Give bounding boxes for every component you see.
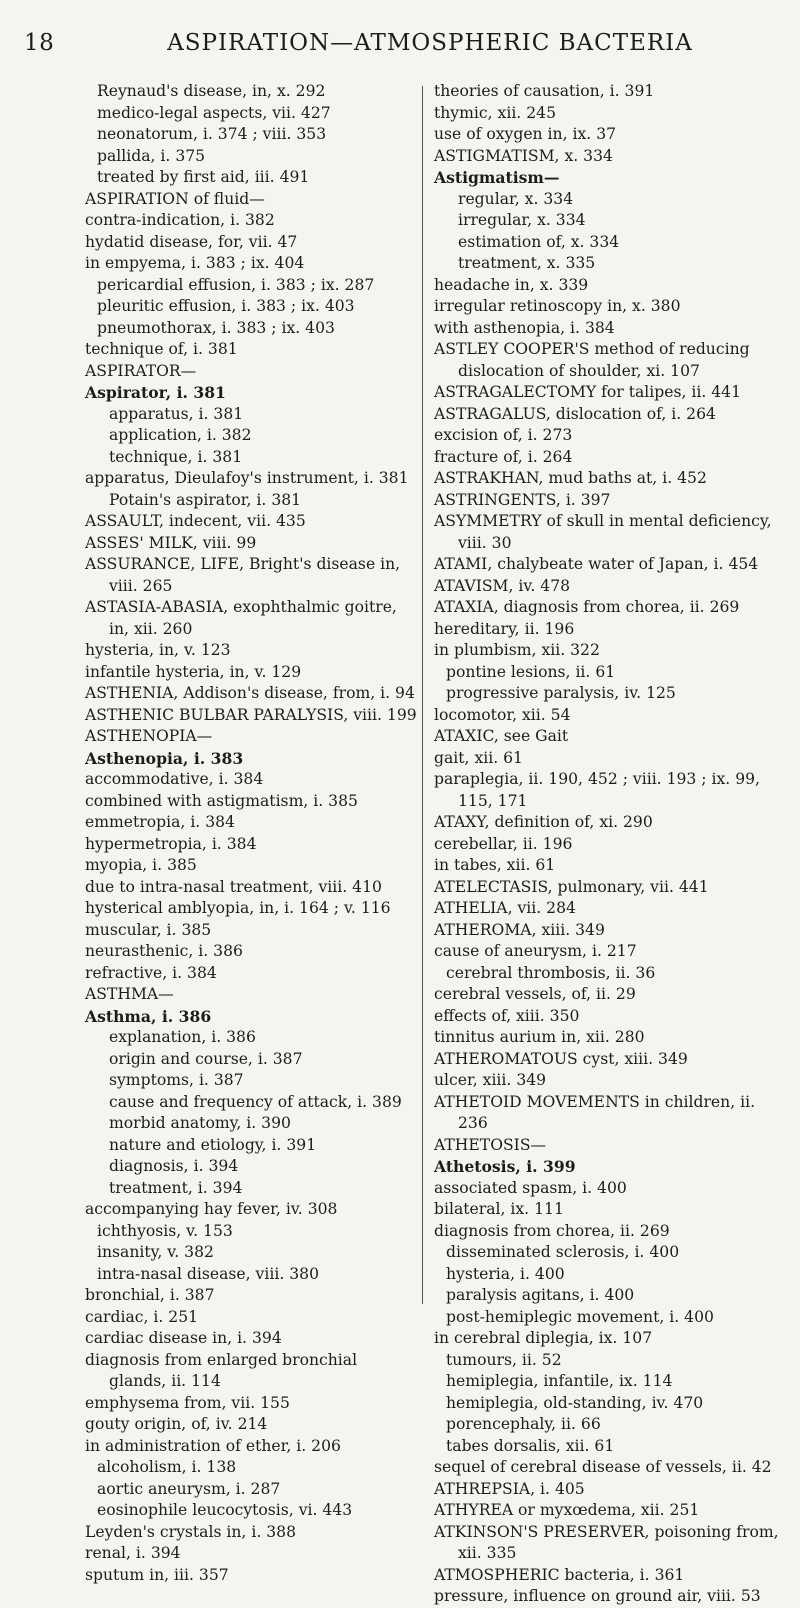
index-entry: infantile hysteria, in, v. 129: [85, 662, 302, 681]
index-entry: treated by first aid, iii. 491: [97, 168, 310, 186]
index-entry: cerebral thrombosis, ii. 36: [446, 963, 656, 982]
index-entry: tabes dorsalis, xii. 61: [446, 1436, 615, 1455]
index-entry: irregular, x. 334: [458, 211, 586, 229]
index-entry: in tabes, xii. 61: [434, 856, 556, 874]
index-entry: use of oxygen in, ix. 37: [434, 125, 617, 143]
index-entry: regular, x. 334: [458, 189, 574, 208]
index-entry: aortic aneurysm, i. 287: [97, 1479, 281, 1498]
index-entry: accommodative, i. 384: [85, 770, 264, 788]
index-entry: in empyema, i. 383 ; ix. 404: [85, 254, 305, 272]
index-entry: pleuritic effusion, i. 383 ; ix. 403: [97, 297, 355, 315]
index-entry: Asthenopia, i. 383: [85, 748, 244, 768]
index-entry: locomotor, xii. 54: [434, 705, 571, 724]
index-entry: cause of aneurysm, i. 217: [434, 942, 637, 960]
index-column-left: [85, 81, 417, 1586]
index-entry: ASYMMETRY of skull in mental deficiency, viii. 30: [434, 512, 772, 552]
index-entry: cardiac, i. 251: [85, 1307, 199, 1326]
index-entry: paraplegia, ii. 190, 452 ; viii. 193 ; ix. 99, 115, 171: [434, 770, 761, 810]
index-entry: treatment, x. 335: [458, 254, 596, 272]
index-entry: hemiplegia, old-standing, iv. 470: [446, 1393, 704, 1412]
index-entry: ASTLEY COOPER'S method of reducing dislocation of shoulder, xi. 107: [434, 340, 750, 380]
index-entry: ASTHENIC BULBAR PARALYSIS, viii. 199: [85, 705, 417, 724]
index-entry: diagnosis, i. 394: [109, 1157, 239, 1175]
index-entry: irregular retinoscopy in, x. 380: [434, 297, 681, 315]
index-entry: pontine lesions, ii. 61: [446, 662, 616, 681]
index-entry: ASTIGMATISM, x. 334: [434, 146, 613, 165]
index-entry: ATAXIA, diagnosis from chorea, ii. 269: [434, 598, 740, 616]
column-divider: [422, 86, 423, 1304]
index-entry: pneumothorax, i. 383 ; ix. 403: [97, 318, 335, 337]
index-entry: effects of, xiii. 350: [434, 1006, 580, 1025]
index-entry: thymic, xii. 245: [434, 103, 556, 122]
index-entry: post-hemiplegic movement, i. 400: [446, 1307, 714, 1326]
index-entry: treatment, i. 394: [109, 1178, 243, 1197]
index-entry: hysteria, i. 400: [446, 1264, 565, 1283]
index-entry: ASSES' MILK, viii. 99: [85, 533, 257, 552]
index-entry: ASTHENIA, Addison's disease, from, i. 94: [85, 684, 415, 702]
index-entry: cerebellar, ii. 196: [434, 834, 573, 853]
index-entry: symptoms, i. 387: [109, 1071, 244, 1089]
index-entry: alcoholism, i. 138: [97, 1458, 237, 1476]
index-entry: emmetropia, i. 384: [85, 813, 235, 831]
index-entry: cause and frequency of attack, i. 389: [109, 1092, 402, 1111]
index-entry: sputum in, iii. 357: [85, 1565, 229, 1584]
index-entry: application, i. 382: [109, 426, 252, 444]
index-entry: accompanying hay fever, iv. 308: [85, 1200, 338, 1218]
index-entry: hypermetropia, i. 384: [85, 834, 257, 853]
index-entry: cardiac disease in, i. 394: [85, 1329, 282, 1347]
index-entry: myopia, i. 385: [85, 856, 197, 874]
index-entry: excision of, i. 273: [434, 426, 573, 444]
index-entry: cerebral vessels, of, ii. 29: [434, 985, 636, 1003]
index-entry: medico-legal aspects, vii. 427: [97, 103, 331, 122]
index-entry: diagnosis from chorea, ii. 269: [434, 1221, 670, 1240]
index-entry: ASSURANCE, LIFE, Bright's disease in, viii. 265: [85, 555, 401, 595]
index-entry: due to intra-nasal treatment, viii. 410: [85, 877, 382, 896]
index-entry: Leyden's crystals in, i. 388: [85, 1522, 297, 1541]
index-entry: ulcer, xiii. 349: [434, 1071, 547, 1089]
index-entry: hysterical amblyopia, in, i. 164 ; v. 116: [85, 899, 391, 917]
index-entry: associated spasm, i. 400: [434, 1178, 627, 1197]
index-entry: ATHEROMATOUS cyst, xiii. 349: [434, 1049, 688, 1068]
index-entry: tumours, ii. 52: [446, 1350, 562, 1369]
index-entry: fracture of, i. 264: [434, 447, 573, 466]
index-entry: ATHETOSIS—: [434, 1135, 547, 1154]
index-entry: technique of, i. 381: [85, 340, 238, 358]
index-entry: sequel of cerebral disease of vessels, ii. 42: [434, 1458, 772, 1476]
index-entry: hereditary, ii. 196: [434, 619, 575, 638]
index-entry: ATAXIC, see Gait: [434, 727, 569, 745]
index-entry: tinnitus aurium in, xii. 280: [434, 1028, 645, 1046]
index-entry: bronchial, i. 387: [85, 1286, 215, 1304]
index-entry: headache in, x. 339: [434, 275, 589, 294]
index-entry: ATAVISM, iv. 478: [434, 576, 571, 595]
running-head: ASPIRATION—ATMOSPHERIC BACTERIA: [167, 30, 693, 56]
index-entry: ATHREPSIA, i. 405: [434, 1479, 585, 1498]
index-entry: origin and course, i. 387: [109, 1049, 303, 1068]
index-entry: apparatus, i. 381: [109, 404, 244, 423]
index-entry: explanation, i. 386: [109, 1028, 256, 1046]
index-entry: in administration of ether, i. 206: [85, 1436, 341, 1455]
index-entry: disseminated sclerosis, i. 400: [446, 1243, 680, 1261]
index-entry: ATMOSPHERIC bacteria, i. 361: [434, 1565, 685, 1584]
index-entry: ASTHMA—: [85, 985, 174, 1003]
page-header: [0, 30, 800, 60]
index-entry: ATAXY, definition of, xi. 290: [434, 813, 653, 831]
index-entry: in plumbism, xii. 322: [434, 641, 600, 659]
index-entry: bilateral, ix. 111: [434, 1200, 564, 1218]
index-entry: insanity, v. 382: [97, 1243, 214, 1261]
index-entry: progressive paralysis, iv. 125: [446, 684, 676, 702]
index-entry: ASTHENOPIA—: [85, 727, 213, 745]
index-entry: ASTASIA-ABASIA, exophthalmic goitre, in, xii. 260: [85, 598, 397, 638]
index-entry: hemiplegia, infantile, ix. 114: [446, 1372, 673, 1390]
index-entry: Asthma, i. 386: [85, 1006, 212, 1026]
index-entry: pericardial effusion, i. 383 ; ix. 287: [97, 275, 375, 294]
index-entry: Potain's aspirator, i. 381: [109, 490, 302, 509]
index-entry: with asthenopia, i. 384: [434, 318, 615, 337]
index-entry: ASTRAGALECTOMY for talipes, ii. 441: [434, 383, 742, 401]
index-entry: technique, i. 381: [109, 447, 243, 466]
index-entry: diagnosis from enlarged bronchial glands, ii. 114: [85, 1350, 358, 1390]
index-entry: eosinophile leucocytosis, vi. 443: [97, 1501, 353, 1519]
index-entry: Astigmatism—: [434, 168, 560, 187]
index-entry: in cerebral diplegia, ix. 107: [434, 1329, 653, 1347]
index-column-right: [434, 81, 786, 1608]
index-entry: porencephaly, ii. 66: [446, 1415, 601, 1433]
index-entry: pallida, i. 375: [97, 146, 206, 165]
index-entry: ATHEROMA, xiii. 349: [434, 920, 605, 939]
index-entry: Aspirator, i. 381: [85, 383, 226, 402]
index-entry: ATELECTASIS, pulmonary, vii. 441: [434, 877, 709, 896]
index-entry: ATKINSON'S PRESERVER, poisoning from, xii. 335: [434, 1522, 779, 1562]
index-entry: renal, i. 394: [85, 1544, 181, 1562]
index-entry: combined with astigmatism, i. 385: [85, 791, 358, 810]
page-number: 18: [24, 30, 55, 56]
index-entry: ATHYREA or myxœdema, xii. 251: [434, 1501, 700, 1519]
index-entry: Reynaud's disease, in, x. 292: [97, 82, 326, 100]
index-entry: ATHELIA, vii. 284: [434, 899, 576, 917]
index-entry: nature and etiology, i. 391: [109, 1135, 317, 1154]
index-entry: Athetosis, i. 399: [434, 1157, 576, 1176]
index-entry: paralysis agitans, i. 400: [446, 1286, 635, 1304]
index-entry: hydatid disease, for, vii. 47: [85, 232, 298, 251]
index-entry: neurasthenic, i. 386: [85, 942, 243, 960]
index-entry: ASTRAGALUS, dislocation of, i. 264: [434, 404, 716, 423]
index-entry: intra-nasal disease, viii. 380: [97, 1264, 319, 1283]
index-entry: ATAMI, chalybeate water of Japan, i. 454: [434, 555, 759, 573]
index-entry: ASPIRATION of fluid—: [85, 189, 265, 208]
index-entry: hysteria, in, v. 123: [85, 641, 231, 659]
index-entry: neonatorum, i. 374 ; viii. 353: [97, 125, 327, 143]
index-entry: ASSAULT, indecent, vii. 435: [85, 512, 306, 530]
index-entry: ASTRINGENTS, i. 397: [434, 490, 611, 509]
index-entry: pressure, influence on ground air, viii. 53: [434, 1587, 761, 1605]
index-entry: emphysema from, vii. 155: [85, 1393, 290, 1412]
index-entry: estimation of, x. 334: [458, 232, 620, 251]
index-entry: muscular, i. 385: [85, 920, 212, 939]
index-entry: ASTRAKHAN, mud baths at, i. 452: [434, 469, 707, 487]
index-entry: ASPIRATOR—: [85, 361, 197, 380]
index-entry: gait, xii. 61: [434, 748, 523, 767]
index-entry: refractive, i. 384: [85, 963, 217, 982]
index-entry: morbid anatomy, i. 390: [109, 1114, 291, 1132]
index-entry: ichthyosis, v. 153: [97, 1221, 233, 1240]
index-entry: apparatus, Dieulafoy's instrument, i. 381: [85, 469, 409, 487]
index-entry: ATHETOID MOVEMENTS in children, ii. 236: [434, 1092, 756, 1132]
index-entry: gouty origin, of, iv. 214: [85, 1415, 268, 1433]
index-entry: theories of causation, i. 391: [434, 82, 655, 100]
index-entry: contra-indication, i. 382: [85, 211, 275, 229]
